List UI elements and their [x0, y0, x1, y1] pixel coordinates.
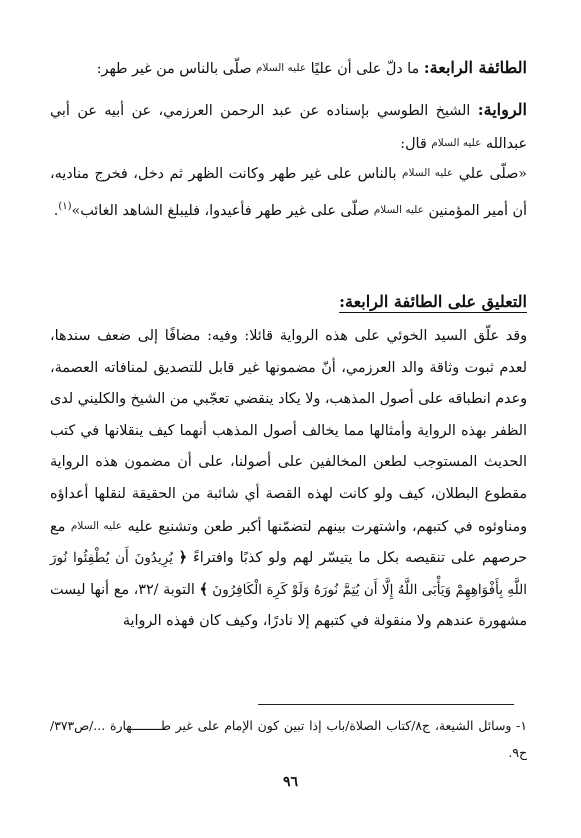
paragraph-heading-fourth-group	[50, 52, 527, 86]
fourth-group-heading: الطائفة الرابعة:	[423, 58, 527, 77]
narration-label: الرواية:	[477, 100, 527, 119]
section-heading-block	[50, 286, 527, 320]
commentary-heading: التعليق على الطائفة الرابعة:	[339, 292, 527, 311]
narration-chain-text-end: قال:	[400, 135, 432, 152]
footnote-separator	[258, 704, 514, 705]
quote-text-middle: بالناس على غير طهر وكانت الظهر ثم دخل، فخرج مناديه، أن أمير المؤمنين	[50, 166, 527, 219]
honorific-alayhi-salam: عليه السلام	[373, 203, 424, 216]
footnote	[50, 712, 527, 766]
commentary-text-continued: مع حرصهم على تنقيصه بكل ما يتيسّر لهم ولو كذبًا وافتراءً	[50, 518, 527, 567]
commentary-text: وقد علّق السيد الخوئي على هذه الرواية قائلا: وفيه: مضافًا إلى ضعف سندها، لعدم ثبوت وثاقة والد العرزمي، أنّ مضمونها غير قابل للتصديق لمنافاته العصمة، وعدم انطباقه على أصول المذهب، ولا يكاد ينقضي تعجّبي من الشيخ والكليني لدى الظفر بهذه الرواية وأمثالها مما يخالف أصول المذهب أنهما كيف ينقلانها في كتب الحديث المستوجب لطعن المخالفين على أصولنا، على أن مضمون هذه الرواية مقطوع البطلان، كيف ولو كانت لهذه القصة أي شائبة من الحقيقة لنقلها أعداؤه ومناوئوه في كتبهم، واشتهرت بينهم لتضمّنها أكبر طعن وتشنيع عليه	[50, 328, 528, 535]
honorific-alayhi-salam: عليه السلام	[255, 62, 307, 74]
quran-bracket-close: ﴾	[199, 581, 208, 598]
paragraph-commentary	[50, 321, 527, 638]
page-number: ٩٦	[282, 774, 299, 790]
honorific-alayhi-salam: عليه السلام	[431, 136, 482, 149]
footnote-reference[interactable]: (١)	[58, 200, 72, 212]
quote-text-start: «صلّى علي	[453, 166, 527, 182]
quran-bracket-open: ﴿	[178, 550, 188, 567]
paragraph-narration-chain	[50, 94, 527, 160]
quran-verse: يُرِيدُونَ أَن يُطْفِئُوا نُورَ اللَّهِ بِأَفْوَاهِهِمْ وَيَأْبَى اللَّهُ إِلَّا أَن يُتِمَّ نُورَهُ وَلَوْ كَرِهَ الْكَافِرُونَ	[50, 550, 527, 598]
fourth-group-intro-text: ما دلّ على أن عليًا	[306, 61, 424, 77]
honorific-alayhi-salam: عليه السلام	[402, 167, 454, 179]
fourth-group-intro-text-end: صلّى بالناس من غير طهر:	[96, 61, 256, 77]
quote-period: .	[53, 202, 59, 219]
quote-text-end: صلّى على غير طهر فأعيدوا، فليبلغ الشاهد الغائب»	[71, 202, 374, 219]
honorific-alayhi-salam: عليه السلام	[70, 519, 122, 532]
paragraph-narration-quote	[50, 158, 527, 227]
narration-chain-text: الشيخ الطوسي بإسناده عن عبد الرحمن العرزمي، عن أبيه عن أبي عبدالله	[50, 103, 527, 152]
commentary-text-end: التوبة /٣٢، مع أنها ليست مشهورة عندهم ولا منقولة في كتبهم إلا نادرًا، وكيف كان فهذه الرواية	[50, 581, 527, 630]
footnote-text: ١- وسائل الشيعة، ج٨/كتاب الصلاة/باب إذا تبين كون الإمام على غير طــــــــهارة .../ص٣٧٣/ح٩.	[50, 718, 528, 760]
